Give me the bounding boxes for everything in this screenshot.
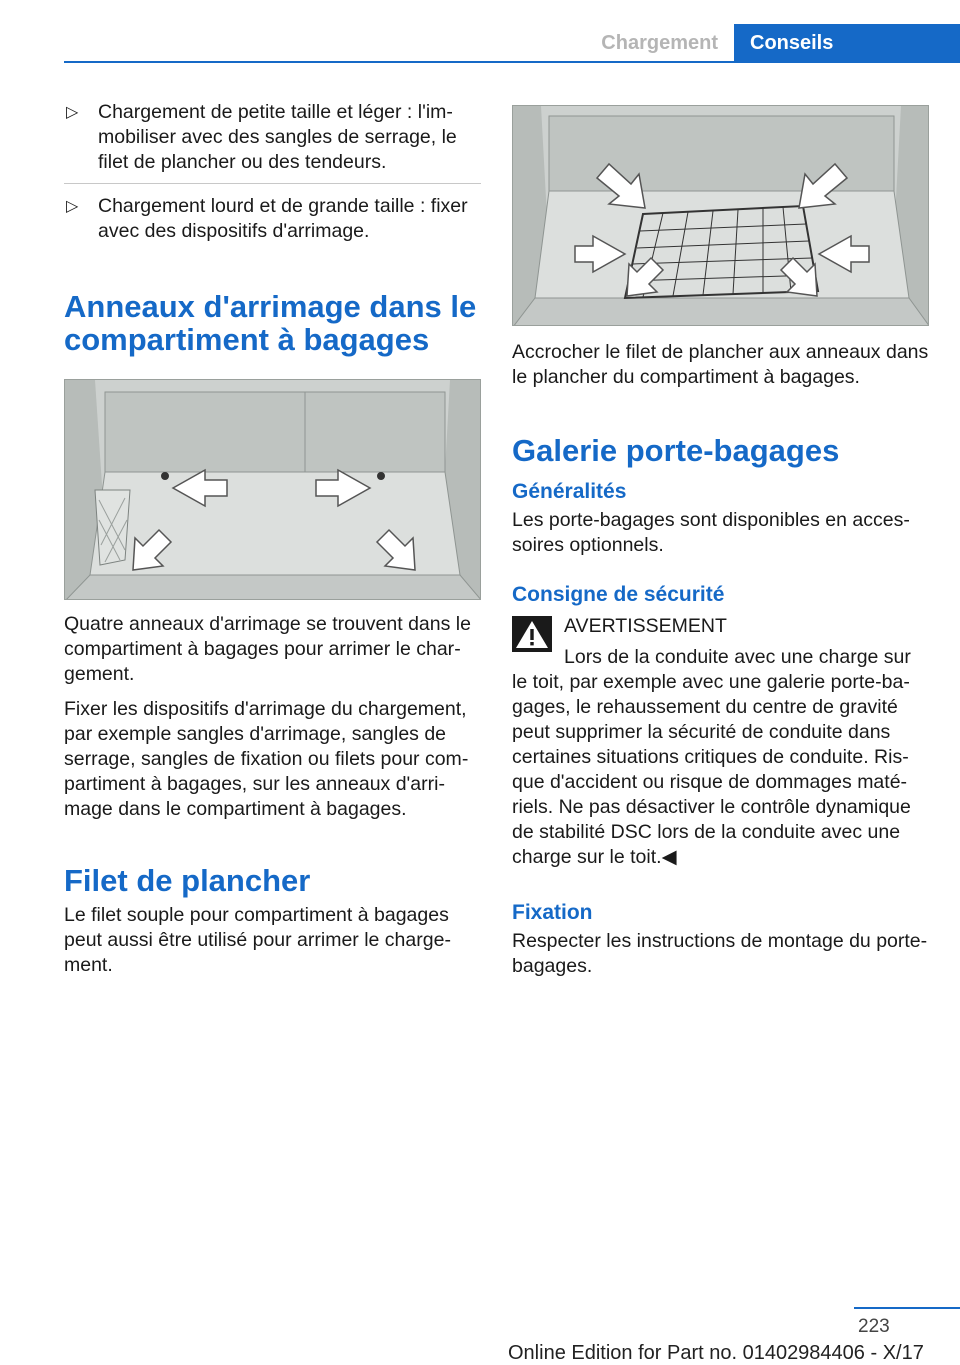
triangle-bullet-icon: ▷	[66, 104, 79, 121]
bullet-item	[64, 100, 481, 184]
bullet-text: Chargement de petite taille et léger : l'immobiliser avec des sangles de serrage, le filet de plancher ou des tendeurs.	[98, 101, 457, 173]
triangle-bullet-icon: ▷	[66, 198, 79, 215]
trunk-rings-svg	[65, 380, 481, 600]
header-chapter: Conseils	[734, 24, 960, 62]
header-section: Chargement	[601, 32, 718, 54]
paragraph-anneaux-1: Quatre anneaux d'arrimage se trouvent dans le compartiment à bagages pour arrimer le chargement.	[64, 613, 471, 685]
floor-net-illustration	[512, 105, 929, 326]
paragraph-generalites: Les porte-bagages sont disponibles en accessoires optionnels.	[512, 509, 910, 556]
trunk-rings-illustration	[64, 379, 481, 600]
footer-rule	[854, 1307, 960, 1309]
warning-body: le toit, par exemple avec une galerie porte-bagages, le rehaussement du centre de gravité peut supprimer la sécurité de conduite dans certaines situations critiques de conduite. Risque d'accident ou risque de dommages matériels. Ne pas désactiver le contrôle dynamique de stabilité DSC lors de la conduite avec une charge sur le toit.◀	[512, 671, 911, 868]
bullet-item	[64, 194, 481, 244]
heading-galerie: Galerie porte-bagages	[512, 433, 840, 468]
floor-net-svg	[513, 106, 929, 326]
warning-title: AVERTISSEMENT	[564, 615, 727, 637]
header-rule	[64, 61, 960, 63]
bullet-text: Chargement lourd et de grande taille : fixer avec des dispositifs d'arrimage.	[98, 195, 468, 242]
heading-consigne: Consigne de sécurité	[512, 583, 725, 606]
left-column	[64, 100, 481, 978]
warning-box	[512, 614, 929, 870]
heading-generalites: Généralités	[512, 480, 627, 503]
paragraph-filet: Le filet souple pour compartiment à bagages peut aussi être utilisé pour arrimer le chargement.	[64, 904, 451, 976]
heading-fixation: Fixation	[512, 901, 593, 924]
right-column	[512, 105, 929, 979]
warning-first-line: Lors de la conduite avec une charge sur	[564, 646, 911, 668]
header-tabs	[583, 24, 960, 62]
warning-triangle-icon	[512, 616, 552, 652]
paragraph-fixation: Respecter les instructions de montage du porte-bagages.	[512, 930, 928, 977]
footer-edition: Online Edition for Part no. 01402984406 - X/17	[508, 1342, 924, 1364]
paragraph-filet-caption: Accrocher le filet de plancher aux anneaux dans le plancher du compartiment à bagages.	[512, 341, 929, 388]
heading-anneaux: Anneaux d'arrimage dans le compartiment à bagages	[64, 289, 477, 357]
paragraph-anneaux-2: Fixer les dispositifs d'arrimage du chargement, par exemple sangles d'arrimage, sangles de serrage, sangles de fixation ou filets pour compartiment à bagages, sur les anneaux d'arrimage dans le compartiment à bagages.	[64, 698, 469, 820]
heading-filet: Filet de plancher	[64, 863, 311, 898]
page-number: 223	[858, 1316, 890, 1337]
